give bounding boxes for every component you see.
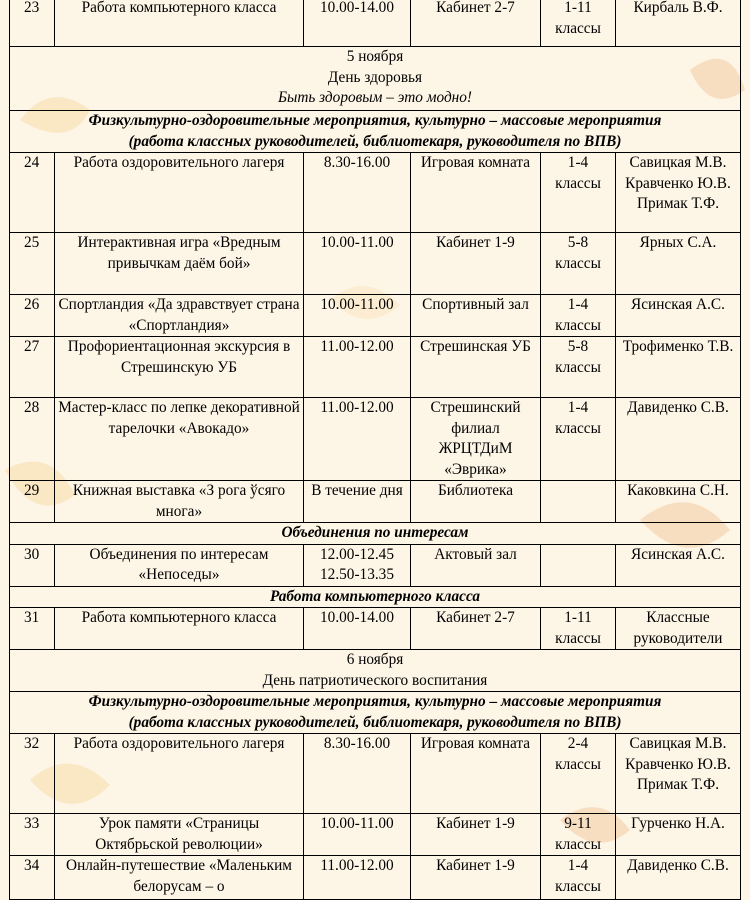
grades-cell: 1-4 классы (541, 856, 616, 900)
responsible-cell: Савицкая М.В. Кравченко Ю.В. Примак Т.Ф. (616, 153, 741, 233)
section-title: Физкультурно-оздоровительные мероприятия, культурно – массовые мероприятия (88, 112, 662, 129)
event-cell: Урок памяти «Страницы Октябрьской революции» (55, 814, 304, 856)
time-cell: 10.00-11.00 (304, 814, 411, 856)
section-header-row (10, 692, 741, 734)
place-cell: Кабинет 1-9 (411, 856, 541, 900)
time-cell: 8.30-16.00 (304, 153, 411, 233)
time-cell: 10.00-11.00 (304, 233, 411, 295)
responsible-cell: Ясинская А.С. (616, 295, 741, 337)
grades-cell: 1-11 классы (541, 0, 616, 47)
event-cell: Спортландия «Да здравствует страна «Спортландия» (55, 295, 304, 337)
responsible-cell: Савицкая М.В. Кравченко Ю.В. Примак Т.Ф. (616, 734, 741, 814)
responsible-cell: Давиденко С.В. (616, 856, 741, 900)
place-cell: Кабинет 2-7 (411, 608, 541, 650)
table-row (10, 734, 741, 814)
section-header (10, 692, 741, 734)
place-cell: Спортивный зал (411, 295, 541, 337)
section-title: Физкультурно-оздоровительные мероприятия, культурно – массовые мероприятия (88, 693, 662, 710)
event-cell: Работа оздоровительного лагеря (55, 734, 304, 814)
row-number: 30 (10, 544, 55, 586)
row-number: 23 (10, 0, 55, 47)
row-number: 26 (10, 295, 55, 337)
place-cell: Стрешинская УБ (411, 337, 541, 398)
time-cell: 10.00-11.00 (304, 295, 411, 337)
day-header-row (10, 47, 741, 111)
row-number: 29 (10, 481, 55, 523)
table-row (10, 814, 741, 856)
event-cell: Работа оздоровительного лагеря (55, 153, 304, 233)
grades-cell: 1-4 классы (541, 153, 616, 233)
time-cell: В течение дня (304, 481, 411, 523)
section-header-row (10, 111, 741, 153)
row-number: 32 (10, 734, 55, 814)
table-row (10, 233, 741, 295)
row-number: 28 (10, 398, 55, 481)
time-cell: 8.30-16.00 (304, 734, 411, 814)
responsible-cell: Давиденко С.В. (616, 398, 741, 481)
table-row (10, 608, 741, 650)
place-cell: Стрешинский филиал ЖРЦТДиМ «Эврика» (411, 398, 541, 481)
table-row (10, 398, 741, 481)
place-cell: Библиотека (411, 481, 541, 523)
responsible-cell: Кирбаль В.Ф. (616, 0, 741, 47)
day-header (10, 47, 741, 111)
table-row (10, 544, 741, 586)
grades-cell: 2-4 классы (541, 734, 616, 814)
time-cell: 10.00-14.00 (304, 608, 411, 650)
responsible-cell: Ясинская А.С. (616, 544, 741, 586)
grades-cell (541, 544, 616, 586)
time-slot: 12.50-13.35 (320, 566, 394, 583)
grades-cell: 1-4 классы (541, 295, 616, 337)
time-cell: 10.00-14.00 (304, 0, 411, 47)
responsible-cell: Гурченко Н.А. (616, 814, 741, 856)
day-date: 5 ноября (346, 48, 404, 65)
row-number: 33 (10, 814, 55, 856)
place-cell: Кабинет 1-9 (411, 233, 541, 295)
row-number: 24 (10, 153, 55, 233)
table-row (10, 153, 741, 233)
section-subtitle: (работа классных руководителей, библиотекаря, руководителя по ВПВ) (128, 132, 622, 150)
place-cell: Кабинет 1-9 (411, 814, 541, 856)
schedule-table (9, 0, 741, 900)
section-header: Работа компьютерного класса (10, 586, 741, 608)
row-number: 25 (10, 233, 55, 295)
section-header: Объединения по интересам (10, 523, 741, 545)
event-cell: Книжная выставка «З рога ўсяго многа» (55, 481, 304, 523)
row-number: 27 (10, 337, 55, 398)
day-date: 6 ноября (346, 651, 404, 668)
table-row (10, 337, 741, 398)
event-cell: Работа компьютерного класса (55, 608, 304, 650)
day-theme: День здоровья (327, 68, 423, 86)
day-header-row (10, 650, 741, 692)
day-motto: Быть здоровым – это модно! (277, 89, 473, 106)
time-cell: 11.00-12.00 (304, 337, 411, 398)
table-row (10, 856, 741, 900)
section-header-row (10, 523, 741, 545)
event-cell: Онлайн-путешествие «Маленьким белорусам – о (55, 856, 304, 900)
time-cell: 11.00-12.00 (304, 398, 411, 481)
event-cell: Интерактивная игра «Вредным привычкам даём бой» (55, 233, 304, 295)
time-cell: 11.00-12.00 (304, 856, 411, 900)
day-theme: День патриотического воспитания (262, 671, 488, 689)
day-header (10, 650, 741, 692)
event-cell: Мастер-класс по лепке декоративной тарелочки «Авокадо» (55, 398, 304, 481)
section-header-row (10, 586, 741, 608)
row-number: 34 (10, 856, 55, 900)
event-cell: Профориентационная экскурсия в Стрешинскую УБ (55, 337, 304, 398)
place-cell: Кабинет 2-7 (411, 0, 541, 47)
grades-cell (541, 481, 616, 523)
grades-cell: 5-8 классы (541, 337, 616, 398)
event-cell: Работа компьютерного класса (55, 0, 304, 47)
place-cell: Игровая комната (411, 734, 541, 814)
section-subtitle: (работа классных руководителей, библиотекаря, руководителя по ВПВ) (128, 713, 622, 731)
place-cell: Актовый зал (411, 544, 541, 586)
grades-cell: 9-11 классы (541, 814, 616, 856)
event-cell: Объединения по интересам «Непоседы» (55, 544, 304, 586)
time-cell (304, 544, 411, 586)
responsible-cell: Классные руководители (616, 608, 741, 650)
place-cell: Игровая комната (411, 153, 541, 233)
grades-cell: 1-11 классы (541, 608, 616, 650)
responsible-cell: Трофименко Т.В. (616, 337, 741, 398)
table-row (10, 481, 741, 523)
table-row (10, 295, 741, 337)
section-header (10, 111, 741, 153)
time-slot: 12.00-12.45 (320, 545, 394, 563)
grades-cell: 1-4 классы (541, 398, 616, 481)
responsible-cell: Каковкина С.Н. (616, 481, 741, 523)
row-number: 31 (10, 608, 55, 650)
table-row (10, 0, 741, 47)
grades-cell: 5-8 классы (541, 233, 616, 295)
responsible-cell: Ярных С.А. (616, 233, 741, 295)
